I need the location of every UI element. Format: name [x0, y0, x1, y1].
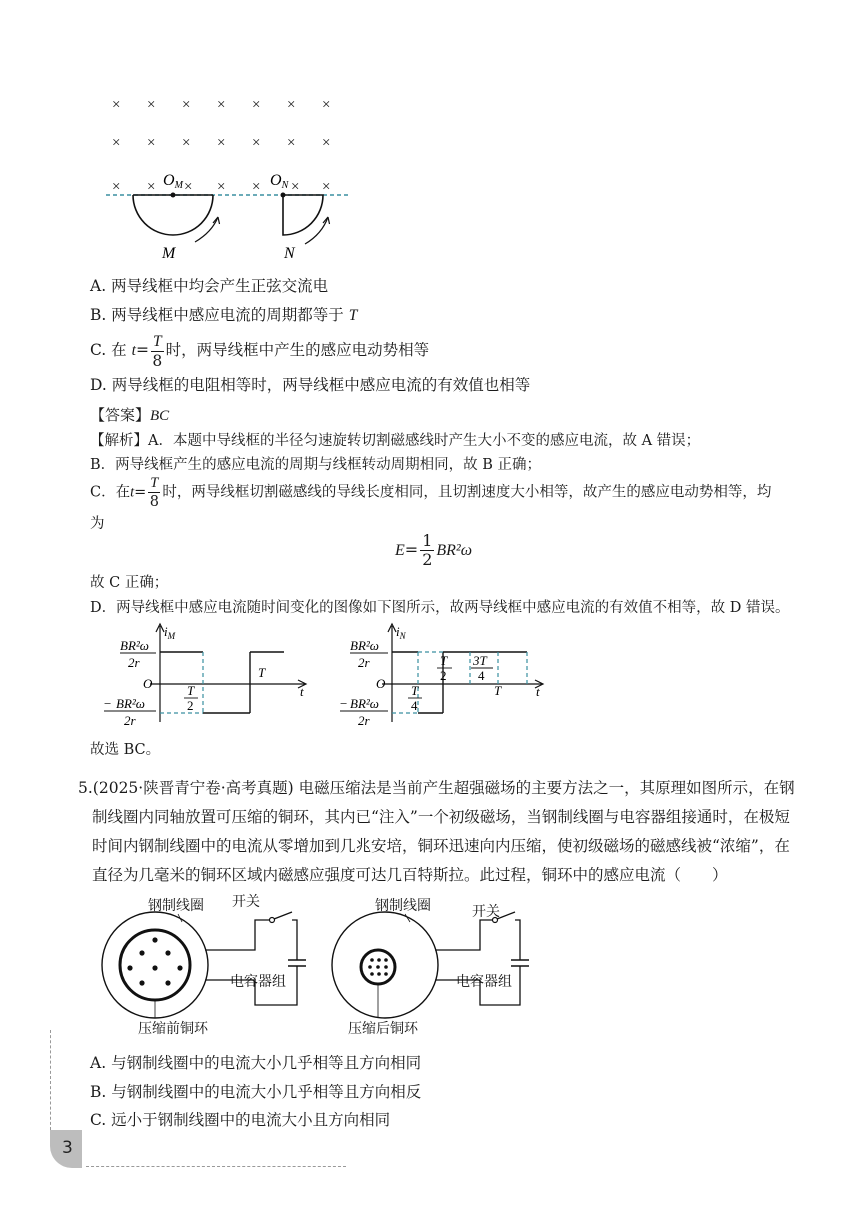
field-dot	[177, 965, 182, 970]
right-field-dots	[368, 958, 388, 976]
analysis-a: 【解析】A．本题中导线框的半径匀速旋转切割磁感线时产生大小不变的感应电流，故 A 错误；	[90, 433, 701, 449]
field-dot	[384, 972, 388, 976]
svg-text:M: M	[162, 245, 176, 262]
field-cross: ×	[184, 179, 193, 195]
analysis-b: B．两导线框产生的感应电流的周期与线框转动周期相同，故 B 正确；	[90, 457, 542, 473]
analysis-c-end: 故 C 正确；	[90, 575, 169, 591]
field-cross: ×	[252, 179, 261, 195]
pivot-on	[281, 193, 286, 198]
analysis-d: D．两导线框中感应电流随时间变化的图像如下图所示，故两导线框中感应电流的有效值不相等，故 D 错误。	[90, 600, 790, 616]
field-cross: ×	[182, 135, 191, 151]
svg-text:ON: ON	[270, 172, 289, 191]
option-d[interactable]: D. 两导线框的电阻相等时，两导线框中感应电流的有效值也相等	[90, 376, 531, 394]
field-dot	[377, 972, 381, 976]
field-cross: ×	[112, 97, 121, 113]
pivot-om	[171, 193, 176, 198]
field-cross: ×	[217, 97, 226, 113]
svg-text:开关: 开关	[472, 905, 500, 920]
field-cross: ×	[112, 135, 121, 151]
q5-option-a[interactable]: A. 与钢制线圈中的电流大小几乎相等且方向相同	[90, 1054, 422, 1072]
svg-text:T: T	[187, 683, 195, 698]
option-b[interactable]: B. 两导线框中感应电流的周期都等于 T	[90, 306, 358, 324]
field-cross: ×	[287, 135, 296, 151]
svg-text:2r: 2r	[358, 713, 370, 728]
svg-text:电容器组: 电容器组	[230, 975, 286, 990]
field-dot	[384, 958, 388, 962]
svg-text:2r: 2r	[358, 655, 370, 670]
graph-im	[100, 622, 315, 734]
left-dashed-margin	[50, 1030, 51, 1130]
field-cross: ×	[252, 135, 261, 151]
svg-text:2: 2	[187, 698, 194, 713]
field-cross: ×	[112, 179, 121, 195]
svg-text:压缩前铜环: 压缩前铜环	[138, 1022, 208, 1037]
quarter-frame-n	[283, 195, 323, 235]
svg-text:BR²ω: BR²ω	[350, 696, 379, 711]
field-dot	[377, 958, 381, 962]
field-dot	[376, 965, 380, 969]
svg-text:BR²ω: BR²ω	[120, 638, 149, 653]
field-dot	[127, 965, 132, 970]
svg-text:T: T	[494, 683, 502, 698]
svg-text:N: N	[284, 245, 295, 262]
field-crosses	[112, 97, 330, 195]
analysis-c-wei: 为	[90, 516, 105, 532]
field-dot	[384, 965, 388, 969]
svg-text:电容器组: 电容器组	[456, 975, 512, 990]
page-number: 3	[62, 1138, 73, 1158]
svg-text:BR²ω: BR²ω	[350, 638, 379, 653]
field-figure	[100, 92, 360, 267]
svg-text:iN: $i_N$	[396, 624, 406, 641]
svg-text:OM: OM	[163, 172, 183, 191]
svg-text:T: T	[258, 665, 266, 680]
q5-option-b[interactable]: B. 与钢制线圈中的电流大小几乎相等且方向相反	[90, 1083, 422, 1101]
field-cross: ×	[182, 97, 191, 113]
svg-text:钢制线圈: 钢制线圈	[148, 899, 204, 914]
svg-text:2r: 2r	[124, 713, 136, 728]
formula-e: E= $\frac{1}{2}$ BR²ω	[395, 531, 473, 569]
field-cross: ×	[252, 97, 261, 113]
field-cross: ×	[322, 179, 331, 195]
field-cross: ×	[147, 97, 156, 113]
semicircle-frame-m	[133, 195, 213, 235]
right-coil	[332, 912, 438, 1018]
field-dot	[139, 950, 144, 955]
option-a[interactable]: A. 两导线框中均会产生正弦交流电	[90, 277, 329, 295]
final-answer: 故选 BC。	[90, 742, 161, 758]
field-cross: ×	[322, 97, 331, 113]
field-cross: ×	[291, 179, 300, 195]
svg-text:2: 2	[440, 668, 447, 683]
svg-text:4: 4	[411, 698, 418, 713]
svg-text:开关: 开关	[232, 895, 260, 910]
field-dot	[368, 965, 372, 969]
svg-text:压缩后铜环: 压缩后铜环	[348, 1022, 418, 1037]
field-cross: ×	[322, 135, 331, 151]
svg-text:4: 4	[478, 668, 485, 683]
field-dot	[139, 980, 144, 985]
left-switch	[270, 918, 275, 923]
svg-text:钢制线圈: 钢制线圈	[375, 899, 431, 914]
svg-text:t: t	[300, 684, 304, 699]
analysis-c: C．在t= $\frac{T}{8}$ 时，两导线框切割磁感线的导线长度相同，且切割速度大小相等，故产生的感应电动势相等，均	[90, 475, 772, 510]
option-c[interactable]: C. 在 t= $\frac{T}{8}$ 时，两导线框中产生的感应电动势相等	[90, 332, 430, 370]
svg-text:iM: $i_M$	[164, 624, 176, 641]
field-cross: ×	[147, 135, 156, 151]
field-cross: ×	[217, 135, 226, 151]
svg-text:2r: 2r	[128, 655, 140, 670]
svg-text:−: −	[104, 696, 112, 711]
field-dot	[152, 937, 157, 942]
field-cross: ×	[287, 97, 296, 113]
question-5: 5.(2025·陕晋青宁卷·高考真题) 电磁压缩法是当前产生超强磁场的主要方法之一，其原理如图所示，在钢 制线圈内同轴放置可压缩的铜环，其内已“注入”一个初级磁场，当钢制线圈与电容器组接通时，在极短 时间内钢制线圈中的电流从零增加到几兆安培，铜环迅速向内压缩，使初级磁场的磁感线被“浓缩”，在 直径为几毫米的铜环区域内磁感应强度可达几百特斯拉。此过程，铜环中的感应电流（ ）	[78, 779, 795, 884]
field-dot	[165, 950, 170, 955]
field-cross: ×	[147, 179, 156, 195]
graph-in	[340, 622, 550, 734]
left-field-dots	[127, 937, 182, 985]
answer: 【答案】BC	[90, 406, 170, 424]
field-dot	[152, 965, 157, 970]
field-cross: ×	[217, 179, 226, 195]
svg-text:T: T	[440, 653, 448, 668]
svg-text:BR²ω: BR²ω	[116, 696, 145, 711]
q5-option-c[interactable]: C. 远小于钢制线圈中的电流大小且方向相同	[90, 1111, 391, 1129]
svg-text:O: O	[143, 676, 153, 691]
svg-text:3T: 3T	[473, 653, 487, 668]
svg-text:t: t	[536, 684, 540, 699]
svg-text:O: O	[376, 676, 386, 691]
bottom-dashed-line	[86, 1166, 346, 1167]
field-dot	[165, 980, 170, 985]
field-dot	[370, 958, 374, 962]
svg-text:−: −	[340, 696, 348, 711]
compression-figure	[100, 890, 540, 1040]
svg-text:T: T	[411, 683, 419, 698]
field-dot	[370, 972, 374, 976]
